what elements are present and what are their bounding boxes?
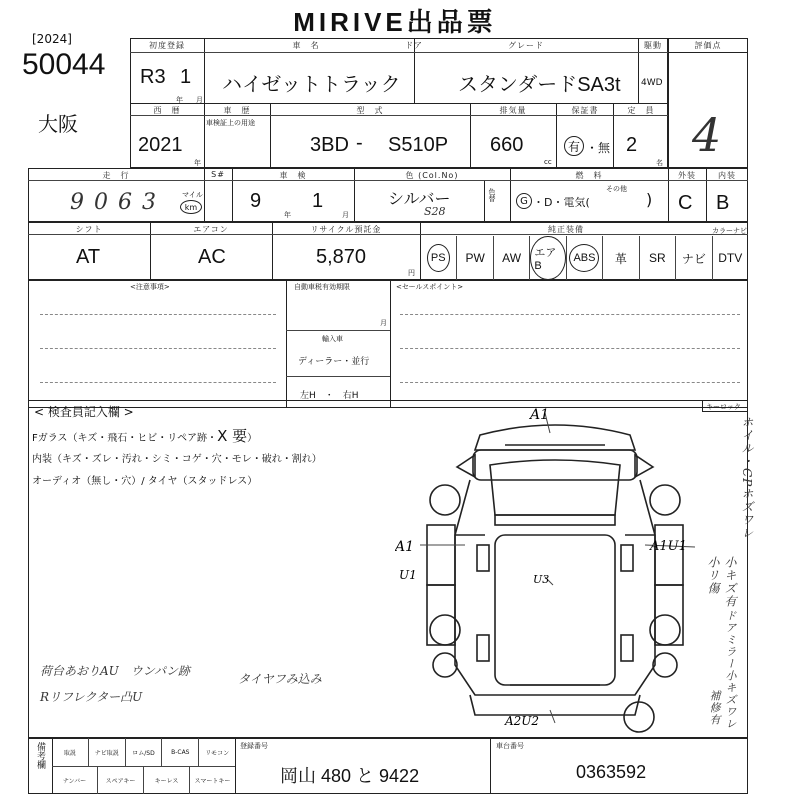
chassis-no: 0363592 (576, 762, 647, 782)
side-note: ホイル・CPホズワレ (740, 416, 754, 540)
glass-line: Fガラス（キズ・飛石・ヒビ・リペア跡・X 要） (32, 427, 258, 445)
equipment-item (712, 236, 748, 280)
equipment-item (639, 236, 675, 280)
month-label: 月 (380, 319, 387, 327)
lot-number: 50044 (22, 48, 106, 81)
interior: B (716, 192, 730, 214)
fuel-other: その他 (606, 185, 627, 193)
handwritten-note-3: Rリフレクター凸U (40, 690, 143, 704)
inspector-section-label: < 検査員記入欄 > (34, 405, 134, 419)
remarks-label: 備考欄 (35, 742, 45, 769)
equipment-row (420, 236, 748, 280)
handwritten-note-1: 荷台あおりAU ウンパン跡 (40, 664, 190, 678)
footer-item: ナビ取説 (88, 738, 125, 766)
damage-mark-left-2: U1 (399, 568, 417, 582)
footer-item: キーレス (143, 766, 189, 794)
equipment-label: ナビ (681, 251, 706, 266)
capacity-label: 定 員 (627, 106, 655, 115)
footer-items-bottom (52, 766, 235, 794)
car-name: ハイゼットトラック (222, 74, 401, 96)
score-label: 評価点 (694, 41, 722, 50)
drive: 4WD (641, 78, 663, 88)
exterior: C (678, 192, 693, 214)
year-tag: [2024] (32, 32, 72, 46)
footer-item: リモコン (198, 738, 235, 766)
year-unit: 年 (176, 96, 183, 104)
car-diagram (395, 405, 715, 735)
equipment-item (675, 236, 711, 280)
fuel-label: 燃 料 (575, 171, 603, 180)
recycle: 5,870 (316, 246, 367, 268)
damage-mark-front: A1 (530, 407, 550, 423)
insp-month-unit: 月 (342, 211, 349, 219)
warranty-no: ・無 (586, 141, 611, 155)
equipment-item (566, 236, 602, 280)
model-label: 型 式 (356, 106, 384, 115)
fuel-rest: ・D・電気( (533, 196, 590, 209)
venue: 大阪 (38, 112, 78, 136)
keylock-label: キーロック (706, 403, 741, 411)
footer-items-top (52, 738, 235, 766)
recycle-unit: 円 (408, 269, 415, 277)
month-unit: 月 (196, 96, 203, 104)
western-label: 西 暦 (153, 106, 181, 115)
car-name-label: 車 名 (292, 41, 320, 50)
footer-item: ロム/SD (125, 738, 162, 766)
steering: 左H ・ 右H (300, 391, 359, 401)
fuel-g: G (516, 193, 532, 209)
equipment-label: AW (502, 251, 522, 265)
equipment-label: DTV (718, 251, 743, 265)
plate: 岡山 480 と 9422 (280, 766, 420, 786)
capacity-unit: 名 (656, 159, 663, 167)
grade: スタンダードSA3t (458, 74, 621, 96)
damage-mark-rear: A2U2 (505, 714, 540, 728)
grade-label: グレード (508, 41, 544, 50)
footer-item: スマートキー (189, 766, 235, 794)
audio-line: オーディオ（無し・穴）/ タイヤ（スタッドレス） (32, 476, 258, 487)
equipment-item (456, 236, 492, 280)
color-side-label: 色替 (488, 188, 496, 202)
footer-item: B-CAS (161, 738, 198, 766)
chassis-no-label: 車台番号 (496, 742, 524, 750)
side-note: 小リ傷 (706, 556, 720, 595)
footer-item: スペアキー (97, 766, 143, 794)
exterior-label: 外装 (678, 171, 696, 180)
chassis-note: 車検証上の用途 (206, 119, 255, 127)
equipment-label: エアB (530, 236, 565, 280)
plate-label: 登録番号 (240, 742, 268, 750)
equipment-label: PW (465, 251, 485, 265)
mileage-label: 走 行 (102, 171, 130, 180)
side-note: 補修有 (708, 690, 721, 726)
chassis-label: 車 歴 (223, 106, 251, 115)
caution-label: <注意事項> (130, 283, 170, 291)
insp-year-unit: 年 (284, 211, 291, 219)
equipment-item (493, 236, 529, 280)
tax-expiry-label: 自動車税有効期限 (294, 283, 350, 291)
capacity: 2 (626, 134, 638, 156)
equip-label: 純正装備 (548, 225, 584, 234)
tv-label: カラーナビ (712, 227, 747, 235)
model-code: S510P (388, 134, 449, 156)
warranty-label: 保証書 (571, 106, 599, 115)
displacement: 660 (490, 134, 524, 156)
interior-line: 内装（キズ・ズレ・汚れ・シミ・コゲ・穴・モレ・破れ・割れ） (32, 454, 322, 465)
warranty-yes: 有 (564, 136, 584, 156)
equipment-item (420, 236, 456, 280)
handwritten-note-2: タイヤフみ込み (238, 672, 322, 686)
western-unit: 年 (194, 159, 201, 167)
insp-month: 1 (312, 190, 324, 212)
color: シルバー (388, 191, 451, 208)
first-reg-month: 1 (180, 66, 192, 88)
side-note: ドアミラー小キズワレ (724, 610, 737, 730)
side-note: 小キズ有 (723, 556, 737, 608)
mileage-unit-km: km (180, 200, 202, 214)
side-notes-2 (722, 610, 738, 730)
first-reg-label: 初度登録 (149, 41, 185, 50)
displacement-label: 排気量 (499, 106, 527, 115)
color-label: 色 (Col.No) (405, 171, 459, 180)
dealer: ディーラー・並行 (298, 357, 370, 367)
first-reg-era: R3 (140, 66, 166, 88)
ac: AC (198, 246, 226, 268)
import-label: 輸入車 (322, 335, 343, 343)
damage-mark-left: A1 (395, 539, 415, 555)
color-code: S28 (424, 205, 446, 218)
equipment-item (529, 236, 565, 280)
ac-label: エアコン (193, 225, 229, 234)
equipment-label: ABS (569, 244, 599, 272)
drive-label: 駆動 (644, 41, 662, 50)
mileage: 9063 (70, 190, 166, 215)
score-value: 4 (692, 108, 722, 162)
interior-label: 内装 (718, 171, 736, 180)
recycle-label: リサイクル預託金 (310, 225, 382, 234)
equipment-item (602, 236, 638, 280)
sales-label: <セールスポイント> (396, 283, 464, 291)
inspection-label: 車 検 (279, 171, 307, 180)
insp-year: 9 (250, 190, 262, 212)
model-prefix: 3BD (310, 134, 349, 156)
damage-mark-bed: U3 (533, 573, 550, 586)
footer-item: ナンバー (62, 777, 87, 785)
fuel-close: ) (646, 190, 653, 209)
notes-frame (28, 280, 748, 408)
shift: AT (76, 246, 101, 268)
damage-mark-right: A1U1 (650, 539, 687, 554)
equipment-label: 革 (614, 251, 627, 266)
equipment-label: PS (427, 244, 450, 272)
mileage-flag-label: S# (211, 170, 225, 179)
footer-item: 取説 (63, 749, 76, 757)
shift-label: シフト (75, 225, 103, 234)
door-label: ドア (405, 41, 423, 50)
western-year: 2021 (138, 134, 183, 156)
cc-unit: cc (544, 158, 552, 166)
page-title: MIRIVE出品票 (293, 7, 497, 37)
mileage-unit-mile: マイル (182, 191, 203, 199)
equipment-label: SR (649, 251, 666, 265)
